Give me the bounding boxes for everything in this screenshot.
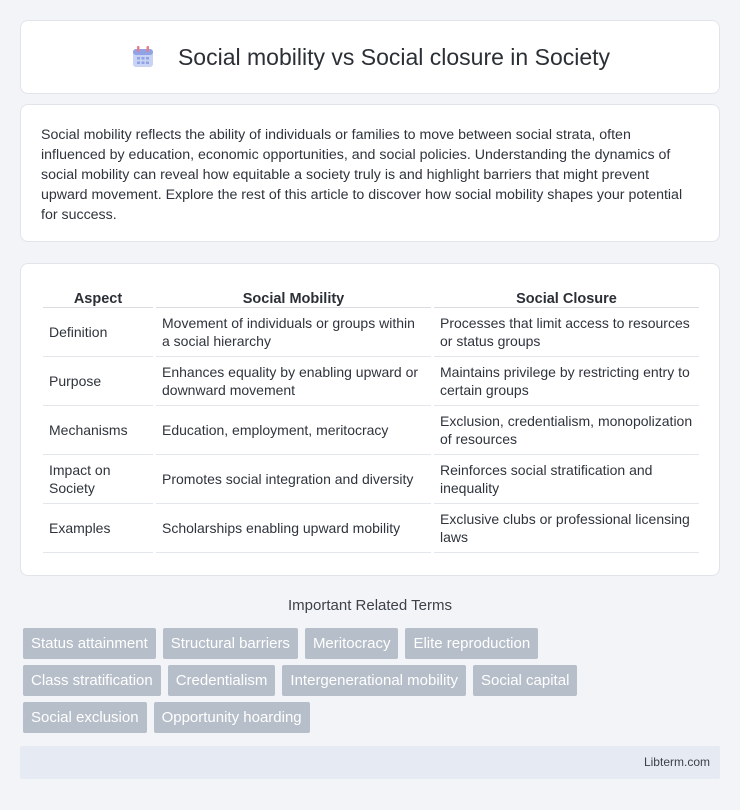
tag-class-stratification[interactable]: Class stratification <box>23 665 161 696</box>
row-social-mobility: Scholarships enabling upward mobility <box>156 504 431 553</box>
tag-structural-barriers[interactable]: Structural barriers <box>163 628 298 659</box>
table-row <box>43 406 699 455</box>
row-social-mobility: Promotes social integration and diversity <box>156 455 431 504</box>
table-row <box>43 504 699 553</box>
comparison-card <box>20 263 720 576</box>
tag-row <box>23 702 723 733</box>
row-social-mobility: Education, employment, meritocracy <box>156 406 431 455</box>
row-aspect: Mechanisms <box>43 406 153 455</box>
table-row <box>43 308 699 357</box>
tag-intergenerational-mobility[interactable]: Intergenerational mobility <box>282 665 466 696</box>
table-row <box>43 357 699 406</box>
row-social-closure: Processes that limit access to resources or status groups <box>434 308 699 357</box>
footer-site-link[interactable]: Libterm.com <box>643 755 710 769</box>
footer <box>20 746 720 779</box>
related-terms-title: Important Related Terms <box>288 597 452 614</box>
tag-elite-reproduction[interactable]: Elite reproduction <box>405 628 538 659</box>
row-social-mobility: Movement of individuals or groups within a social hierarchy <box>156 308 431 357</box>
row-aspect: Impact on Society <box>43 455 153 504</box>
tag-credentialism[interactable]: Credentialism <box>168 665 276 696</box>
tag-opportunity-hoarding[interactable]: Opportunity hoarding <box>154 702 310 733</box>
tag-social-exclusion[interactable]: Social exclusion <box>23 702 147 733</box>
row-social-mobility: Enhances equality by enabling upward or downward movement <box>156 357 431 406</box>
row-social-closure: Exclusive clubs or professional licensing laws <box>434 504 699 553</box>
table-header-row <box>43 284 699 308</box>
tag-social-capital[interactable]: Social capital <box>473 665 577 696</box>
intro-card <box>20 104 720 242</box>
row-aspect: Purpose <box>43 357 153 406</box>
calendar-icon <box>130 44 156 70</box>
column-header-social-closure: Social Closure <box>434 284 699 308</box>
tag-status-attainment[interactable]: Status attainment <box>23 628 156 659</box>
page-title: Social mobility vs Social closure in Society <box>177 43 611 70</box>
related-terms-list <box>23 628 723 739</box>
table-row <box>43 455 699 504</box>
comparison-table <box>43 284 699 553</box>
tag-meritocracy[interactable]: Meritocracy <box>305 628 399 659</box>
column-header-aspect: Aspect <box>43 284 153 308</box>
row-social-closure: Reinforces social stratification and inequality <box>434 455 699 504</box>
intro-paragraph: Social mobility reflects the ability of individuals or families to move between social strata, often influenced by education, economic opportunities, and social policies. Understanding the dynamics of social mobility can reveal how equitable a society truly is and highlight barriers that might prevent upward movement. Explore the rest of this article to discover how social mobility shapes your potential for success. <box>41 127 683 223</box>
row-social-closure: Maintains privilege by restricting entry to certain groups <box>434 357 699 406</box>
tag-row <box>23 628 723 659</box>
row-aspect: Examples <box>43 504 153 553</box>
tag-row <box>23 665 723 696</box>
row-social-closure: Exclusion, credentialism, monopolization of resources <box>434 406 699 455</box>
title-card <box>20 20 720 94</box>
column-header-social-mobility: Social Mobility <box>156 284 431 308</box>
row-aspect: Definition <box>43 308 153 357</box>
